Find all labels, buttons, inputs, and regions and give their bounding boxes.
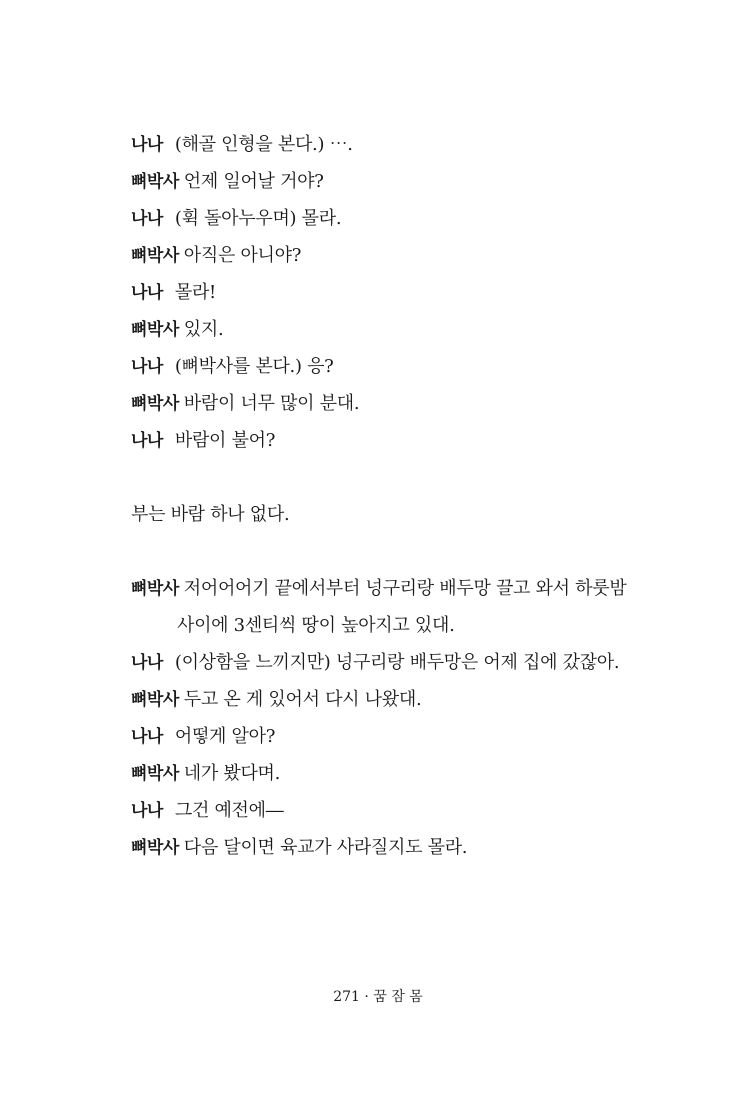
speaker-name: 나나 xyxy=(131,727,163,747)
script-body xyxy=(131,126,671,866)
speaker-name: 뼈박사 xyxy=(131,690,179,710)
dialogue-line xyxy=(131,755,671,792)
dialogue-line xyxy=(131,644,671,681)
dialogue-line xyxy=(131,200,671,237)
dialogue-line xyxy=(131,681,671,718)
dialogue-text: 어떻게 알아? xyxy=(174,726,276,747)
speaker-name: 뼈박사 xyxy=(131,320,179,340)
dialogue-text: (이상함을 느끼지만) 넝구리랑 배두망은 어제 집에 갔잖아. xyxy=(174,652,620,673)
dialogue-line xyxy=(131,126,671,163)
speaker-name: 뼈박사 xyxy=(131,172,179,192)
speaker-name: 뼈박사 xyxy=(131,394,179,414)
dialogue-text: (해골 인형을 본다.) ⋯. xyxy=(174,134,353,155)
dialogue-line xyxy=(131,385,671,422)
dialogue-text: 네가 봤다며. xyxy=(183,763,281,784)
dialogue-line xyxy=(131,237,671,274)
speaker-name: 뼈박사 xyxy=(131,764,179,784)
dialogue-continuation: 사이에 3센티씩 땅이 높아지고 있대. xyxy=(177,615,455,636)
page-number: 271 xyxy=(333,989,360,1005)
dialogue-text: 그건 예전에― xyxy=(174,800,284,821)
footer-separator: · xyxy=(359,989,374,1005)
dialogue-text: 두고 온 게 있어서 다시 나왔대. xyxy=(183,689,422,710)
dialogue-line xyxy=(131,163,671,200)
dialogue-text: (뼈박사를 본다.) 응? xyxy=(174,356,334,377)
dialogue-line xyxy=(131,274,671,311)
dialogue-text: 언제 일어날 거야? xyxy=(183,171,324,192)
paragraph-gap xyxy=(131,459,671,496)
book-title: 꿈 잠 몸 xyxy=(373,989,423,1005)
dialogue-line xyxy=(131,422,671,459)
paragraph-gap xyxy=(131,533,671,570)
dialogue-line xyxy=(131,829,671,866)
speaker-name: 나나 xyxy=(131,283,163,303)
speaker-name: 나나 xyxy=(131,135,163,155)
speaker-name: 뼈박사 xyxy=(131,579,179,599)
dialogue-line xyxy=(131,311,671,348)
dialogue-line xyxy=(131,718,671,755)
speaker-name: 나나 xyxy=(131,653,163,673)
speaker-name: 나나 xyxy=(131,431,163,451)
dialogue-text: 저어어어기 끝에서부터 넝구리랑 배두망 끌고 와서 하룻밤 xyxy=(183,578,627,599)
dialogue-line xyxy=(131,348,671,385)
speaker-name: 뼈박사 xyxy=(131,838,179,858)
dialogue-text: 바람이 너무 많이 분대. xyxy=(183,393,360,414)
speaker-name: 뼈박사 xyxy=(131,246,179,266)
dialogue-text: (휙 돌아누우며) 몰라. xyxy=(174,208,342,229)
dialogue-text: 있지. xyxy=(183,319,224,340)
dialogue-text: 다음 달이면 육교가 사라질지도 몰라. xyxy=(183,837,468,858)
dialogue-text: 바람이 불어? xyxy=(174,430,276,451)
dialogue-text: 아직은 아니야? xyxy=(183,245,302,266)
speaker-name: 나나 xyxy=(131,209,163,229)
stage-direction: 부는 바람 하나 없다. xyxy=(131,504,290,525)
speaker-name: 나나 xyxy=(131,357,163,377)
page-footer xyxy=(0,986,756,1006)
dialogue-line xyxy=(131,792,671,829)
speaker-name: 나나 xyxy=(131,801,163,821)
dialogue-text: 몰라! xyxy=(174,282,216,303)
dialogue-line xyxy=(131,570,671,607)
